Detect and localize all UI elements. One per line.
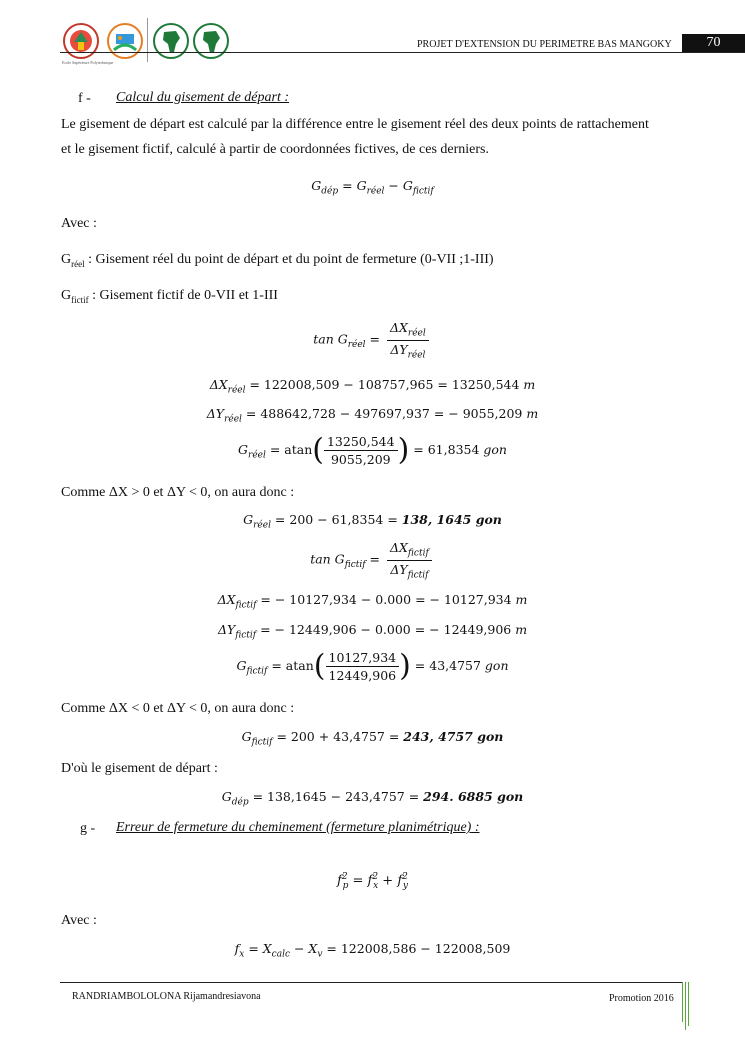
eq-dx-reel: $\Delta X_{réel} = 122008,509 - 108757,965 = 13250,544$ m	[209, 377, 536, 396]
eq-greel-atan: $G_{réel} = atan$( $\frac{13250,544}{9055,209}$ ) = 61,8354 gon	[238, 432, 507, 468]
dou-label: D'où le gisement de départ :	[61, 761, 218, 776]
eq-fx: $f_x = X_{calc} - X_v = 122008,586 - 122008,509$	[234, 941, 511, 960]
eq-gdep: $G_{dép} = G_{réel} - G_{fictif}$	[311, 178, 434, 197]
section-f-para-line2: et le gisement fictif, calculé à partir de coordonnées fictives, de ces derniers.	[61, 142, 489, 157]
page-number: 70	[682, 34, 745, 52]
section-g-title: Erreur de fermeture du cheminement (fermeture planimétrique) :	[116, 820, 480, 835]
eq-greel-final: $G_{réel} = 200 - 61,8354 = 138$, 1645 gon	[243, 512, 502, 531]
greel-definition: $G_{réel}$ : Gisement réel du point de départ et du point de fermeture (0-VII ;1-III)	[61, 252, 494, 269]
logo-divider	[147, 18, 148, 62]
eq-dy-reel: $\Delta Y_{réel} = 488642,728 - 497697,937$ = − 9055,209 m	[206, 406, 539, 425]
eq-tan-reel: $\tan G_{réel}$ = $\frac{\Delta X_{réel}}{\Delta Y_{réel}}$	[0, 320, 745, 360]
logo-caption: Ecole Supérieure Polytechnique	[62, 60, 114, 65]
eq-gfictif-final: $G_{fictif} = 200 + 43,4757 = 243$, 4757 gon	[241, 729, 504, 748]
section-f-para-line1: Le gisement de départ est calculé par la différence entre le gisement réel des deux points de rattachement	[61, 117, 649, 132]
section-f-title: Calcul du gisement de départ :	[116, 90, 290, 105]
esp-logo	[62, 22, 100, 60]
header	[0, 0, 745, 70]
eq-dx-fictif: $\Delta X_{fictif}$ = − 10127,934 − 0.000 = − 10127,934 m	[217, 592, 528, 611]
eq-gdep-final: $G_{dép} = 138,1645 - 243,4757 = 294$. 6885 gon	[221, 789, 524, 808]
header-rule	[60, 52, 745, 53]
avec-label-1: Avec :	[61, 216, 97, 231]
footer-promotion: Promotion 2016	[609, 993, 674, 1004]
eq-dy-fictif: $\Delta Y_{fictif}$ = − 12449,906 − 0.000 = − 12449,906 m	[217, 622, 528, 641]
footer-rule	[60, 982, 682, 983]
eq-fp: $f^2_p = f^2_x + f^2_y$	[337, 872, 408, 891]
gfictif-definition: $G_{fictif}$ : Gisement fictif de 0-VII et 1-III	[61, 288, 278, 305]
avec-label-2: Avec :	[61, 913, 97, 928]
partner-logo	[106, 22, 144, 60]
footer-author: RANDRIAMBOLOLONA Rijamandresiavona	[72, 991, 261, 1002]
section-f-label: f -	[78, 91, 91, 106]
comme-1: Comme ΔX > 0 et ΔY < 0, on aura donc :	[61, 485, 295, 500]
comme-2: Comme ΔX < 0 et ΔY < 0, on aura donc :	[61, 701, 295, 716]
adf-logo	[192, 22, 230, 60]
eq-gfictif-atan: $G_{fictif} = atan$( $\frac{10127,934}{12449,906}$ ) = 43,4757 gon	[236, 648, 509, 684]
afdb-logo	[152, 22, 190, 60]
project-title: PROJET D'EXTENSION DU PERIMETRE BAS MANGOKY	[417, 39, 672, 50]
section-g-label: g -	[80, 821, 96, 836]
eq-tan-fictif: $\tan G_{fictif}$ = $\frac{\Delta X_{fictif}}{\Delta Y_{fictif}}$	[0, 540, 745, 580]
